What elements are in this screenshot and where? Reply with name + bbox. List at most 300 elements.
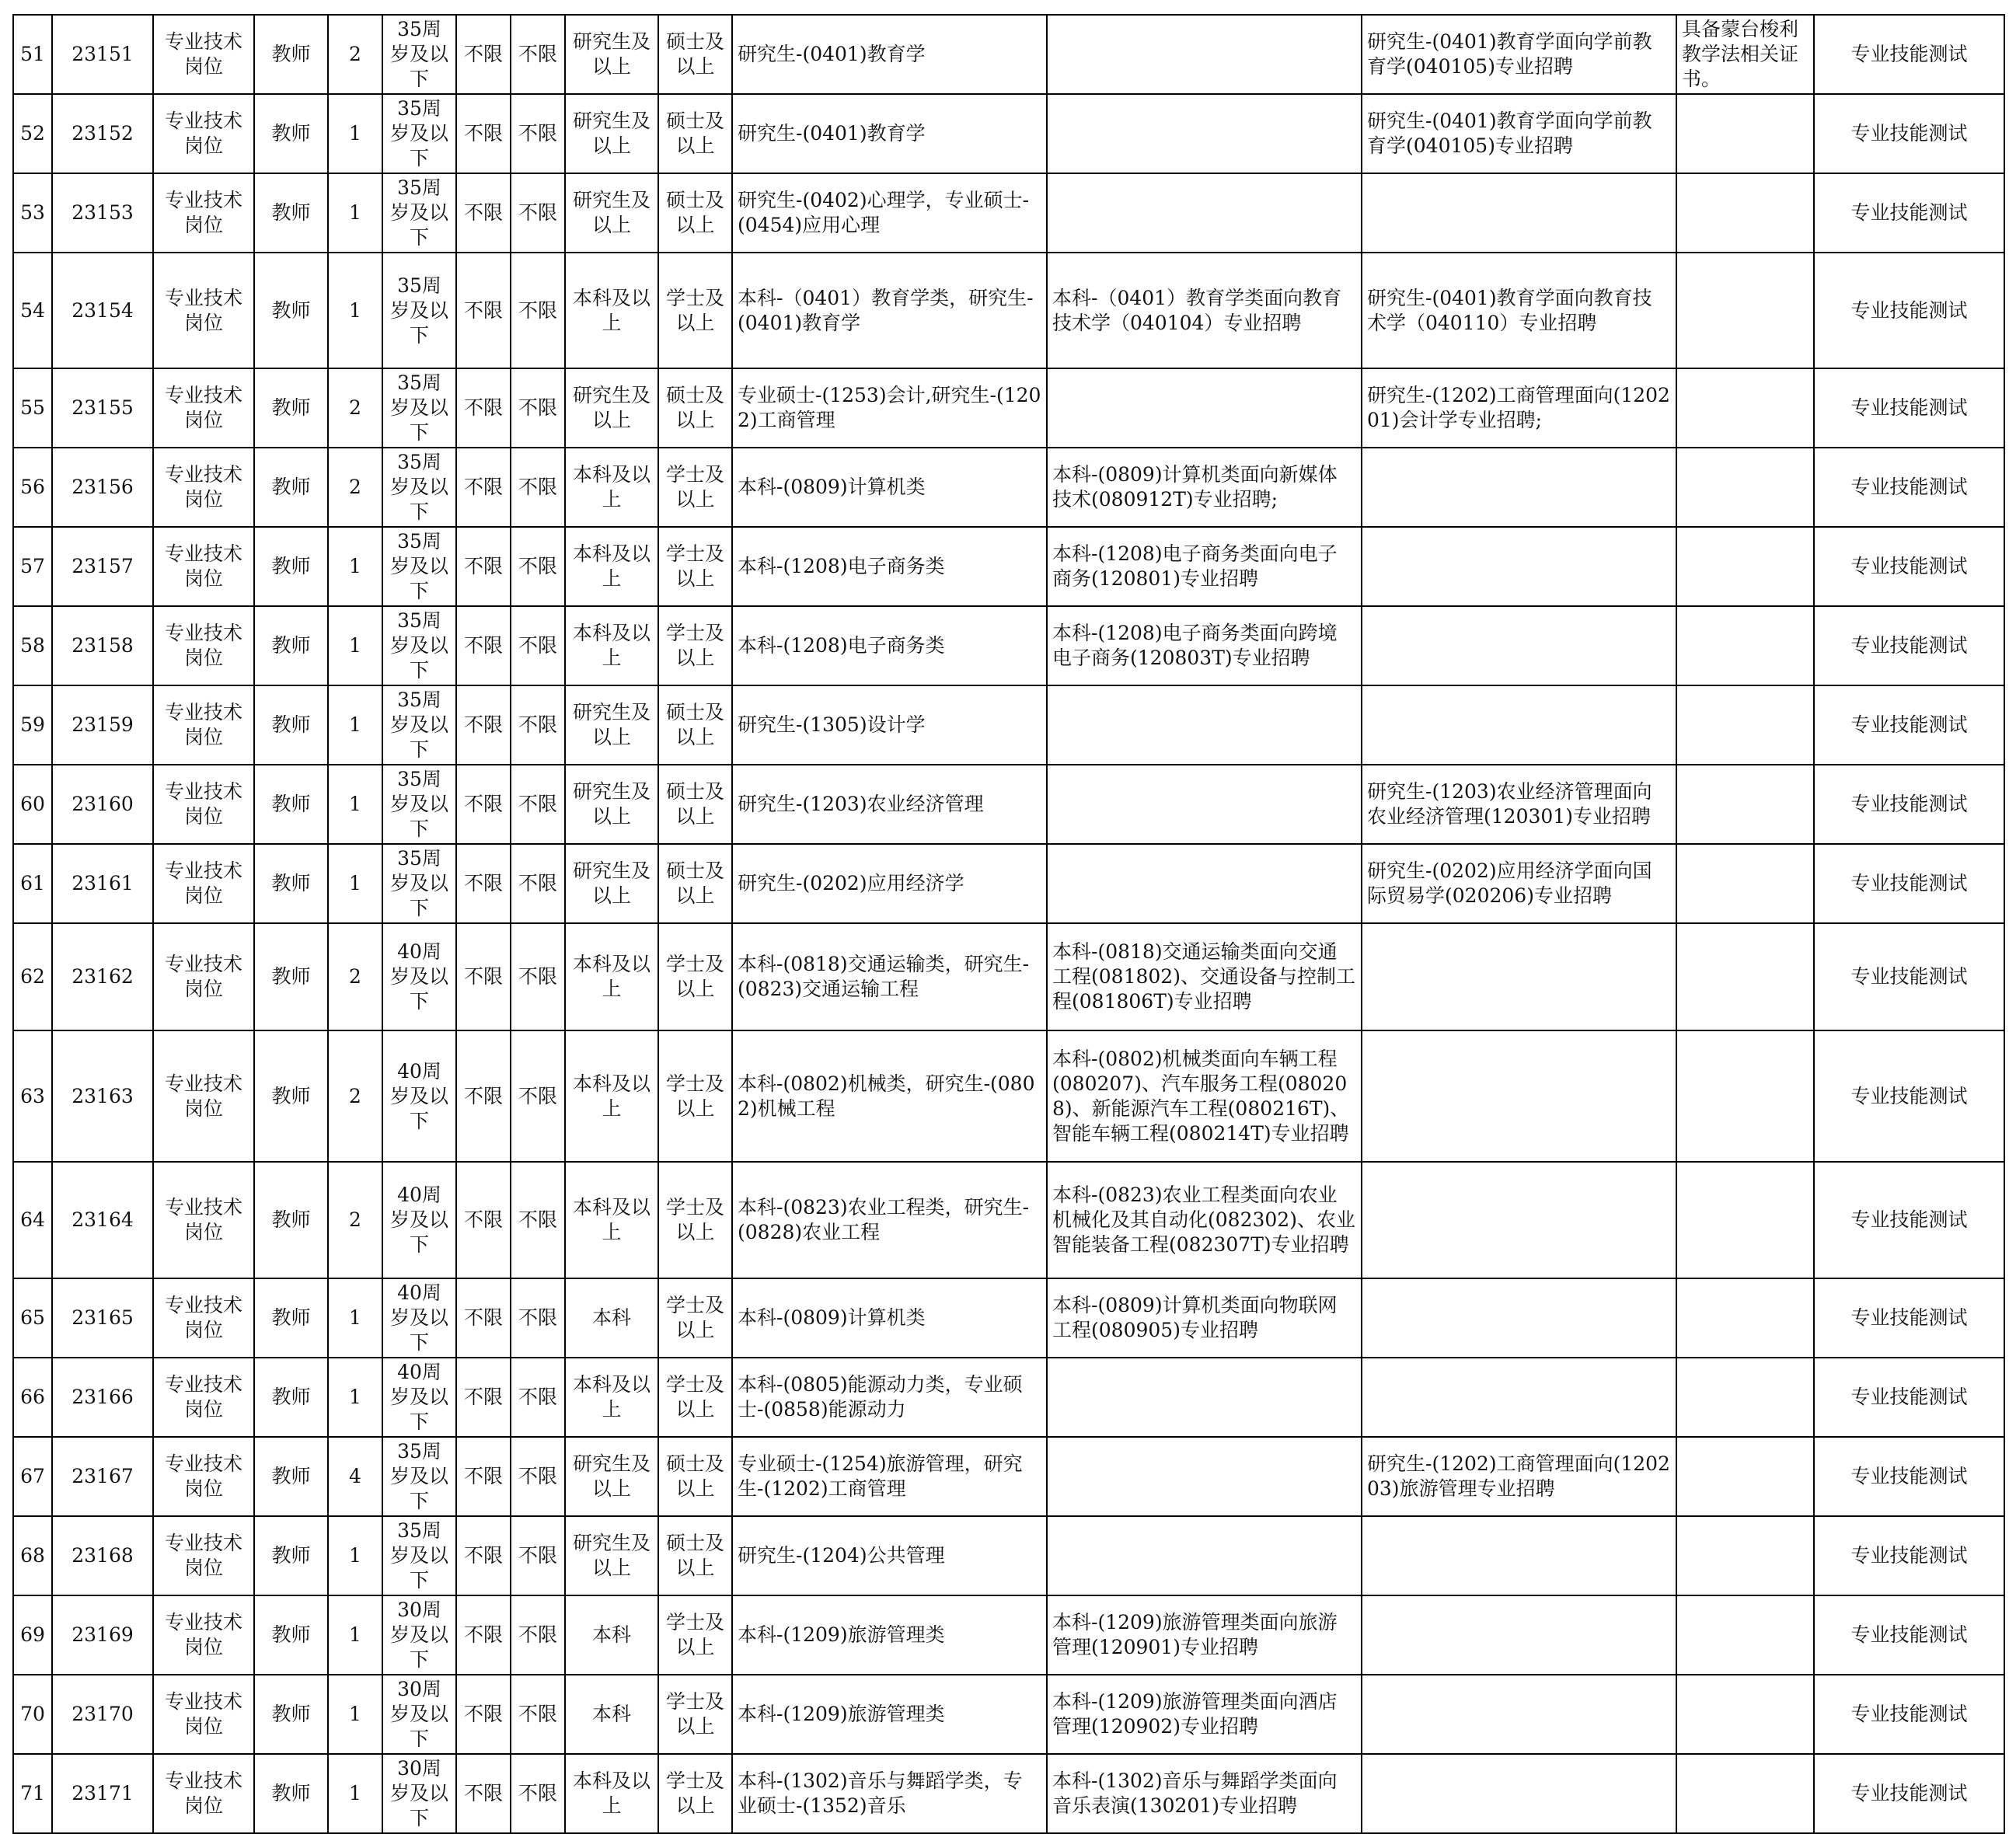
age-limit-cell: 35周岁及以下 [382, 685, 456, 765]
undergrad-major-note-cell: 本科-(0823)农业工程类面向农业机械化及其自动化(082302)、农业智能装备工程(082307T)专业招聘 [1047, 1162, 1362, 1278]
education-level-cell: 研究生及以上 [565, 1437, 658, 1516]
grad-major-note-cell [1362, 1595, 1676, 1675]
post-category-cell: 专业技术岗位 [153, 1162, 254, 1278]
table-row [13, 685, 2004, 765]
hiring-count-cell: 1 [328, 1675, 382, 1754]
undergrad-major-note-cell: 本科-(0802)机械类面向车辆工程(080207)、汽车服务工程(080208)、新能源汽车工程(080216T)、智能车辆工程(080214T)专业招聘 [1047, 1030, 1362, 1162]
exam-type-cell: 专业技能测试 [1814, 94, 2004, 173]
degree-cell: 硕士及以上 [658, 15, 732, 94]
grad-major-note-cell [1362, 606, 1676, 685]
post-code-cell: 23152 [52, 94, 153, 173]
education-level-cell: 研究生及以上 [565, 15, 658, 94]
major-requirement-cell: 本科-(0805)能源动力类，专业硕士-(0858)能源动力 [732, 1358, 1047, 1437]
requirement-1-cell: 不限 [456, 527, 511, 606]
hiring-count-cell: 1 [328, 1595, 382, 1675]
age-limit-cell: 35周岁及以下 [382, 253, 456, 368]
requirement-1-cell: 不限 [456, 923, 511, 1030]
post-name-cell: 教师 [254, 1162, 328, 1278]
major-requirement-cell: 研究生-(0401)教育学 [732, 94, 1047, 173]
age-limit-cell: 35周岁及以下 [382, 527, 456, 606]
exam-type-cell: 专业技能测试 [1814, 844, 2004, 923]
post-name-cell: 教师 [254, 173, 328, 253]
requirement-1-cell: 不限 [456, 1358, 511, 1437]
post-category-cell: 专业技术岗位 [153, 844, 254, 923]
other-requirements-cell [1676, 685, 1814, 765]
major-requirement-cell: 研究生-(1305)设计学 [732, 685, 1047, 765]
degree-cell: 学士及以上 [658, 606, 732, 685]
table-row [13, 1278, 2004, 1358]
post-category-cell: 专业技术岗位 [153, 527, 254, 606]
undergrad-major-note-cell [1047, 844, 1362, 923]
hiring-count-cell: 1 [328, 173, 382, 253]
major-requirement-cell: 本科-（0401）教育学类，研究生-(0401)教育学 [732, 253, 1047, 368]
undergrad-major-note-cell [1047, 94, 1362, 173]
other-requirements-cell: 具备蒙台梭利教学法相关证书。 [1676, 15, 1814, 94]
grad-major-note-cell: 研究生-(1203)农业经济管理面向农业经济管理(120301)专业招聘 [1362, 765, 1676, 844]
table-row [13, 1754, 2004, 1833]
exam-type-cell: 专业技能测试 [1814, 253, 2004, 368]
other-requirements-cell [1676, 94, 1814, 173]
post-code-cell: 23162 [52, 923, 153, 1030]
major-requirement-cell: 本科-(1209)旅游管理类 [732, 1595, 1047, 1675]
post-name-cell: 教师 [254, 685, 328, 765]
other-requirements-cell [1676, 765, 1814, 844]
other-requirements-cell [1676, 253, 1814, 368]
grad-major-note-cell [1362, 448, 1676, 527]
exam-type-cell: 专业技能测试 [1814, 1675, 2004, 1754]
degree-cell: 学士及以上 [658, 1278, 732, 1358]
requirement-1-cell: 不限 [456, 1516, 511, 1595]
post-name-cell: 教师 [254, 1516, 328, 1595]
major-requirement-cell: 本科-(1302)音乐与舞蹈学类，专业硕士-(1352)音乐 [732, 1754, 1047, 1833]
requirement-2-cell: 不限 [511, 844, 565, 923]
requirement-2-cell: 不限 [511, 15, 565, 94]
exam-type-cell: 专业技能测试 [1814, 1030, 2004, 1162]
education-level-cell: 本科 [565, 1595, 658, 1675]
grad-major-note-cell [1362, 1516, 1676, 1595]
row-number-cell: 63 [13, 1030, 52, 1162]
post-category-cell: 专业技术岗位 [153, 765, 254, 844]
degree-cell: 硕士及以上 [658, 1516, 732, 1595]
other-requirements-cell [1676, 1030, 1814, 1162]
requirement-1-cell: 不限 [456, 1162, 511, 1278]
exam-type-cell: 专业技能测试 [1814, 1162, 2004, 1278]
undergrad-major-note-cell: 本科-(0809)计算机类面向新媒体技术(080912T)专业招聘; [1047, 448, 1362, 527]
post-code-cell: 23161 [52, 844, 153, 923]
exam-type-cell: 专业技能测试 [1814, 173, 2004, 253]
table-row [13, 527, 2004, 606]
post-code-cell: 23168 [52, 1516, 153, 1595]
requirement-1-cell: 不限 [456, 94, 511, 173]
post-category-cell: 专业技术岗位 [153, 368, 254, 448]
table-row [13, 1595, 2004, 1675]
grad-major-note-cell [1362, 173, 1676, 253]
age-limit-cell: 35周岁及以下 [382, 606, 456, 685]
exam-type-cell: 专业技能测试 [1814, 1595, 2004, 1675]
row-number-cell: 65 [13, 1278, 52, 1358]
major-requirement-cell: 专业硕士-(1253)会计,研究生-(1202)工商管理 [732, 368, 1047, 448]
table-row [13, 1675, 2004, 1754]
major-requirement-cell: 本科-(0809)计算机类 [732, 1278, 1047, 1358]
post-name-cell: 教师 [254, 368, 328, 448]
education-level-cell: 研究生及以上 [565, 685, 658, 765]
post-code-cell: 23163 [52, 1030, 153, 1162]
requirement-1-cell: 不限 [456, 844, 511, 923]
undergrad-major-note-cell [1047, 765, 1362, 844]
post-code-cell: 23158 [52, 606, 153, 685]
requirement-2-cell: 不限 [511, 923, 565, 1030]
table-row [13, 1030, 2004, 1162]
post-name-cell: 教师 [254, 15, 328, 94]
degree-cell: 硕士及以上 [658, 173, 732, 253]
undergrad-major-note-cell [1047, 685, 1362, 765]
requirement-2-cell: 不限 [511, 606, 565, 685]
requirement-1-cell: 不限 [456, 15, 511, 94]
requirement-2-cell: 不限 [511, 94, 565, 173]
major-requirement-cell: 研究生-(1204)公共管理 [732, 1516, 1047, 1595]
hiring-count-cell: 4 [328, 1437, 382, 1516]
requirement-2-cell: 不限 [511, 253, 565, 368]
other-requirements-cell [1676, 1675, 1814, 1754]
hiring-count-cell: 1 [328, 844, 382, 923]
row-number-cell: 71 [13, 1754, 52, 1833]
table-row [13, 173, 2004, 253]
hiring-count-cell: 1 [328, 1754, 382, 1833]
exam-type-cell: 专业技能测试 [1814, 765, 2004, 844]
table-row [13, 923, 2004, 1030]
exam-type-cell: 专业技能测试 [1814, 1358, 2004, 1437]
requirement-1-cell: 不限 [456, 1437, 511, 1516]
degree-cell: 硕士及以上 [658, 368, 732, 448]
post-name-cell: 教师 [254, 448, 328, 527]
post-category-cell: 专业技术岗位 [153, 685, 254, 765]
post-category-cell: 专业技术岗位 [153, 606, 254, 685]
row-number-cell: 55 [13, 368, 52, 448]
post-name-cell: 教师 [254, 1675, 328, 1754]
age-limit-cell: 40周岁及以下 [382, 1278, 456, 1358]
post-name-cell: 教师 [254, 1358, 328, 1437]
requirement-2-cell: 不限 [511, 173, 565, 253]
education-level-cell: 研究生及以上 [565, 844, 658, 923]
requirement-1-cell: 不限 [456, 685, 511, 765]
grad-major-note-cell: 研究生-(0202)应用经济学面向国际贸易学(020206)专业招聘 [1362, 844, 1676, 923]
education-level-cell: 研究生及以上 [565, 173, 658, 253]
age-limit-cell: 35周岁及以下 [382, 1437, 456, 1516]
major-requirement-cell: 本科-(0802)机械类，研究生-(0802)机械工程 [732, 1030, 1047, 1162]
education-level-cell: 研究生及以上 [565, 1516, 658, 1595]
row-number-cell: 54 [13, 253, 52, 368]
grad-major-note-cell [1362, 1675, 1676, 1754]
post-name-cell: 教师 [254, 1278, 328, 1358]
post-name-cell: 教师 [254, 1754, 328, 1833]
row-number-cell: 56 [13, 448, 52, 527]
education-level-cell: 本科 [565, 1675, 658, 1754]
hiring-count-cell: 1 [328, 765, 382, 844]
major-requirement-cell: 研究生-(0402)心理学，专业硕士-(0454)应用心理 [732, 173, 1047, 253]
post-category-cell: 专业技术岗位 [153, 1030, 254, 1162]
undergrad-major-note-cell [1047, 1358, 1362, 1437]
row-number-cell: 64 [13, 1162, 52, 1278]
major-requirement-cell: 本科-(0823)农业工程类，研究生-(0828)农业工程 [732, 1162, 1047, 1278]
post-name-cell: 教师 [254, 844, 328, 923]
other-requirements-cell [1676, 923, 1814, 1030]
major-requirement-cell: 研究生-(1203)农业经济管理 [732, 765, 1047, 844]
requirement-2-cell: 不限 [511, 765, 565, 844]
hiring-count-cell: 1 [328, 253, 382, 368]
post-name-cell: 教师 [254, 1595, 328, 1675]
post-category-cell: 专业技术岗位 [153, 94, 254, 173]
post-code-cell: 23160 [52, 765, 153, 844]
exam-type-cell: 专业技能测试 [1814, 923, 2004, 1030]
undergrad-major-note-cell: 本科-(1208)电子商务类面向跨境电子商务(120803T)专业招聘 [1047, 606, 1362, 685]
exam-type-cell: 专业技能测试 [1814, 1437, 2004, 1516]
degree-cell: 学士及以上 [658, 1595, 732, 1675]
table-row [13, 448, 2004, 527]
post-category-cell: 专业技术岗位 [153, 1437, 254, 1516]
other-requirements-cell [1676, 1278, 1814, 1358]
other-requirements-cell [1676, 173, 1814, 253]
grad-major-note-cell: 研究生-(1202)工商管理面向(120203)旅游管理专业招聘 [1362, 1437, 1676, 1516]
post-code-cell: 23155 [52, 368, 153, 448]
education-level-cell: 本科及以上 [565, 527, 658, 606]
post-code-cell: 23170 [52, 1675, 153, 1754]
requirement-1-cell: 不限 [456, 1754, 511, 1833]
hiring-count-cell: 1 [328, 527, 382, 606]
requirement-2-cell: 不限 [511, 1437, 565, 1516]
education-level-cell: 研究生及以上 [565, 94, 658, 173]
post-code-cell: 23157 [52, 527, 153, 606]
exam-type-cell: 专业技能测试 [1814, 448, 2004, 527]
requirement-1-cell: 不限 [456, 765, 511, 844]
age-limit-cell: 35周岁及以下 [382, 765, 456, 844]
major-requirement-cell: 研究生-(0401)教育学 [732, 15, 1047, 94]
post-code-cell: 23153 [52, 173, 153, 253]
hiring-count-cell: 2 [328, 368, 382, 448]
requirement-1-cell: 不限 [456, 1030, 511, 1162]
exam-type-cell: 专业技能测试 [1814, 15, 2004, 94]
hiring-count-cell: 2 [328, 1162, 382, 1278]
undergrad-major-note-cell: 本科-（0401）教育学类面向教育技术学（040104）专业招聘 [1047, 253, 1362, 368]
other-requirements-cell [1676, 1162, 1814, 1278]
requirement-1-cell: 不限 [456, 368, 511, 448]
hiring-count-cell: 2 [328, 15, 382, 94]
requirement-1-cell: 不限 [456, 1675, 511, 1754]
grad-major-note-cell: 研究生-(0401)教育学面向学前教育学(040105)专业招聘 [1362, 15, 1676, 94]
other-requirements-cell [1676, 448, 1814, 527]
major-requirement-cell: 本科-(1208)电子商务类 [732, 606, 1047, 685]
exam-type-cell: 专业技能测试 [1814, 527, 2004, 606]
hiring-count-cell: 1 [328, 606, 382, 685]
table-body [13, 15, 2004, 1833]
requirement-1-cell: 不限 [456, 253, 511, 368]
requirement-1-cell: 不限 [456, 1278, 511, 1358]
education-level-cell: 本科及以上 [565, 448, 658, 527]
post-code-cell: 23151 [52, 15, 153, 94]
age-limit-cell: 40周岁及以下 [382, 1030, 456, 1162]
requirement-2-cell: 不限 [511, 1675, 565, 1754]
major-requirement-cell: 研究生-(0202)应用经济学 [732, 844, 1047, 923]
requirement-2-cell: 不限 [511, 368, 565, 448]
post-category-cell: 专业技术岗位 [153, 1516, 254, 1595]
row-number-cell: 67 [13, 1437, 52, 1516]
exam-type-cell: 专业技能测试 [1814, 1278, 2004, 1358]
post-name-cell: 教师 [254, 765, 328, 844]
major-requirement-cell: 本科-(1208)电子商务类 [732, 527, 1047, 606]
other-requirements-cell [1676, 1516, 1814, 1595]
post-name-cell: 教师 [254, 527, 328, 606]
post-name-cell: 教师 [254, 94, 328, 173]
major-requirement-cell: 本科-(1209)旅游管理类 [732, 1675, 1047, 1754]
grad-major-note-cell [1362, 527, 1676, 606]
age-limit-cell: 35周岁及以下 [382, 448, 456, 527]
table-row [13, 368, 2004, 448]
education-level-cell: 研究生及以上 [565, 368, 658, 448]
grad-major-note-cell [1362, 1030, 1676, 1162]
age-limit-cell: 35周岁及以下 [382, 1516, 456, 1595]
hiring-count-cell: 1 [328, 1278, 382, 1358]
degree-cell: 硕士及以上 [658, 765, 732, 844]
post-category-cell: 专业技术岗位 [153, 1595, 254, 1675]
degree-cell: 学士及以上 [658, 1754, 732, 1833]
row-number-cell: 57 [13, 527, 52, 606]
post-name-cell: 教师 [254, 1030, 328, 1162]
post-category-cell: 专业技术岗位 [153, 923, 254, 1030]
other-requirements-cell [1676, 1358, 1814, 1437]
post-code-cell: 23164 [52, 1162, 153, 1278]
degree-cell: 硕士及以上 [658, 94, 732, 173]
undergrad-major-note-cell: 本科-(0809)计算机类面向物联网工程(080905)专业招聘 [1047, 1278, 1362, 1358]
row-number-cell: 59 [13, 685, 52, 765]
undergrad-major-note-cell [1047, 1437, 1362, 1516]
other-requirements-cell [1676, 1754, 1814, 1833]
education-level-cell: 本科及以上 [565, 1030, 658, 1162]
requirement-2-cell: 不限 [511, 685, 565, 765]
age-limit-cell: 35周岁及以下 [382, 368, 456, 448]
post-category-cell: 专业技术岗位 [153, 173, 254, 253]
hiring-count-cell: 2 [328, 1030, 382, 1162]
post-category-cell: 专业技术岗位 [153, 448, 254, 527]
education-level-cell: 本科及以上 [565, 1162, 658, 1278]
requirement-1-cell: 不限 [456, 1595, 511, 1675]
other-requirements-cell [1676, 1595, 1814, 1675]
exam-type-cell: 专业技能测试 [1814, 606, 2004, 685]
age-limit-cell: 40周岁及以下 [382, 1358, 456, 1437]
other-requirements-cell [1676, 368, 1814, 448]
exam-type-cell: 专业技能测试 [1814, 1516, 2004, 1595]
table-row [13, 844, 2004, 923]
degree-cell: 硕士及以上 [658, 1437, 732, 1516]
education-level-cell: 本科及以上 [565, 253, 658, 368]
undergrad-major-note-cell: 本科-(1209)旅游管理类面向酒店管理(120902)专业招聘 [1047, 1675, 1362, 1754]
requirement-2-cell: 不限 [511, 1595, 565, 1675]
age-limit-cell: 40周岁及以下 [382, 923, 456, 1030]
table-row [13, 94, 2004, 173]
post-name-cell: 教师 [254, 606, 328, 685]
requirement-2-cell: 不限 [511, 1516, 565, 1595]
degree-cell: 学士及以上 [658, 253, 732, 368]
degree-cell: 硕士及以上 [658, 844, 732, 923]
age-limit-cell: 30周岁及以下 [382, 1675, 456, 1754]
post-code-cell: 23159 [52, 685, 153, 765]
post-category-cell: 专业技术岗位 [153, 1278, 254, 1358]
education-level-cell: 本科及以上 [565, 923, 658, 1030]
recruitment-table [12, 14, 2005, 1834]
row-number-cell: 69 [13, 1595, 52, 1675]
post-category-cell: 专业技术岗位 [153, 1754, 254, 1833]
post-name-cell: 教师 [254, 1437, 328, 1516]
post-category-cell: 专业技术岗位 [153, 15, 254, 94]
hiring-count-cell: 1 [328, 1516, 382, 1595]
requirement-2-cell: 不限 [511, 448, 565, 527]
requirement-2-cell: 不限 [511, 1162, 565, 1278]
post-code-cell: 23156 [52, 448, 153, 527]
other-requirements-cell [1676, 527, 1814, 606]
undergrad-major-note-cell: 本科-(1209)旅游管理类面向旅游管理(120901)专业招聘 [1047, 1595, 1362, 1675]
requirement-2-cell: 不限 [511, 1278, 565, 1358]
age-limit-cell: 30周岁及以下 [382, 1754, 456, 1833]
table-row [13, 1358, 2004, 1437]
row-number-cell: 52 [13, 94, 52, 173]
other-requirements-cell [1676, 606, 1814, 685]
grad-major-note-cell [1362, 923, 1676, 1030]
undergrad-major-note-cell [1047, 368, 1362, 448]
row-number-cell: 68 [13, 1516, 52, 1595]
exam-type-cell: 专业技能测试 [1814, 685, 2004, 765]
major-requirement-cell: 专业硕士-(1254)旅游管理，研究生-(1202)工商管理 [732, 1437, 1047, 1516]
undergrad-major-note-cell [1047, 1516, 1362, 1595]
degree-cell: 学士及以上 [658, 1030, 732, 1162]
age-limit-cell: 40周岁及以下 [382, 1162, 456, 1278]
post-code-cell: 23171 [52, 1754, 153, 1833]
degree-cell: 硕士及以上 [658, 685, 732, 765]
requirement-1-cell: 不限 [456, 448, 511, 527]
hiring-count-cell: 1 [328, 1358, 382, 1437]
grad-major-note-cell: 研究生-(0401)教育学面向教育技术学（040110）专业招聘 [1362, 253, 1676, 368]
education-level-cell: 本科及以上 [565, 606, 658, 685]
degree-cell: 学士及以上 [658, 923, 732, 1030]
grad-major-note-cell [1362, 1162, 1676, 1278]
grad-major-note-cell [1362, 1358, 1676, 1437]
degree-cell: 学士及以上 [658, 1162, 732, 1278]
post-code-cell: 23167 [52, 1437, 153, 1516]
education-level-cell: 研究生及以上 [565, 765, 658, 844]
major-requirement-cell: 本科-(0809)计算机类 [732, 448, 1047, 527]
row-number-cell: 53 [13, 173, 52, 253]
row-number-cell: 51 [13, 15, 52, 94]
degree-cell: 学士及以上 [658, 1675, 732, 1754]
post-category-cell: 专业技术岗位 [153, 1675, 254, 1754]
other-requirements-cell [1676, 1437, 1814, 1516]
major-requirement-cell: 本科-(0818)交通运输类，研究生-(0823)交通运输工程 [732, 923, 1047, 1030]
undergrad-major-note-cell: 本科-(0818)交通运输类面向交通工程(081802)、交通设备与控制工程(081806T)专业招聘 [1047, 923, 1362, 1030]
post-name-cell: 教师 [254, 253, 328, 368]
education-level-cell: 本科及以上 [565, 1358, 658, 1437]
undergrad-major-note-cell: 本科-(1302)音乐与舞蹈学类面向音乐表演(130201)专业招聘 [1047, 1754, 1362, 1833]
hiring-count-cell: 2 [328, 923, 382, 1030]
hiring-count-cell: 1 [328, 94, 382, 173]
post-name-cell: 教师 [254, 923, 328, 1030]
post-code-cell: 23169 [52, 1595, 153, 1675]
table-row [13, 1162, 2004, 1278]
age-limit-cell: 35周岁及以下 [382, 94, 456, 173]
table-row [13, 253, 2004, 368]
post-code-cell: 23166 [52, 1358, 153, 1437]
requirement-1-cell: 不限 [456, 173, 511, 253]
age-limit-cell: 35周岁及以下 [382, 15, 456, 94]
grad-major-note-cell [1362, 1754, 1676, 1833]
other-requirements-cell [1676, 844, 1814, 923]
row-number-cell: 58 [13, 606, 52, 685]
